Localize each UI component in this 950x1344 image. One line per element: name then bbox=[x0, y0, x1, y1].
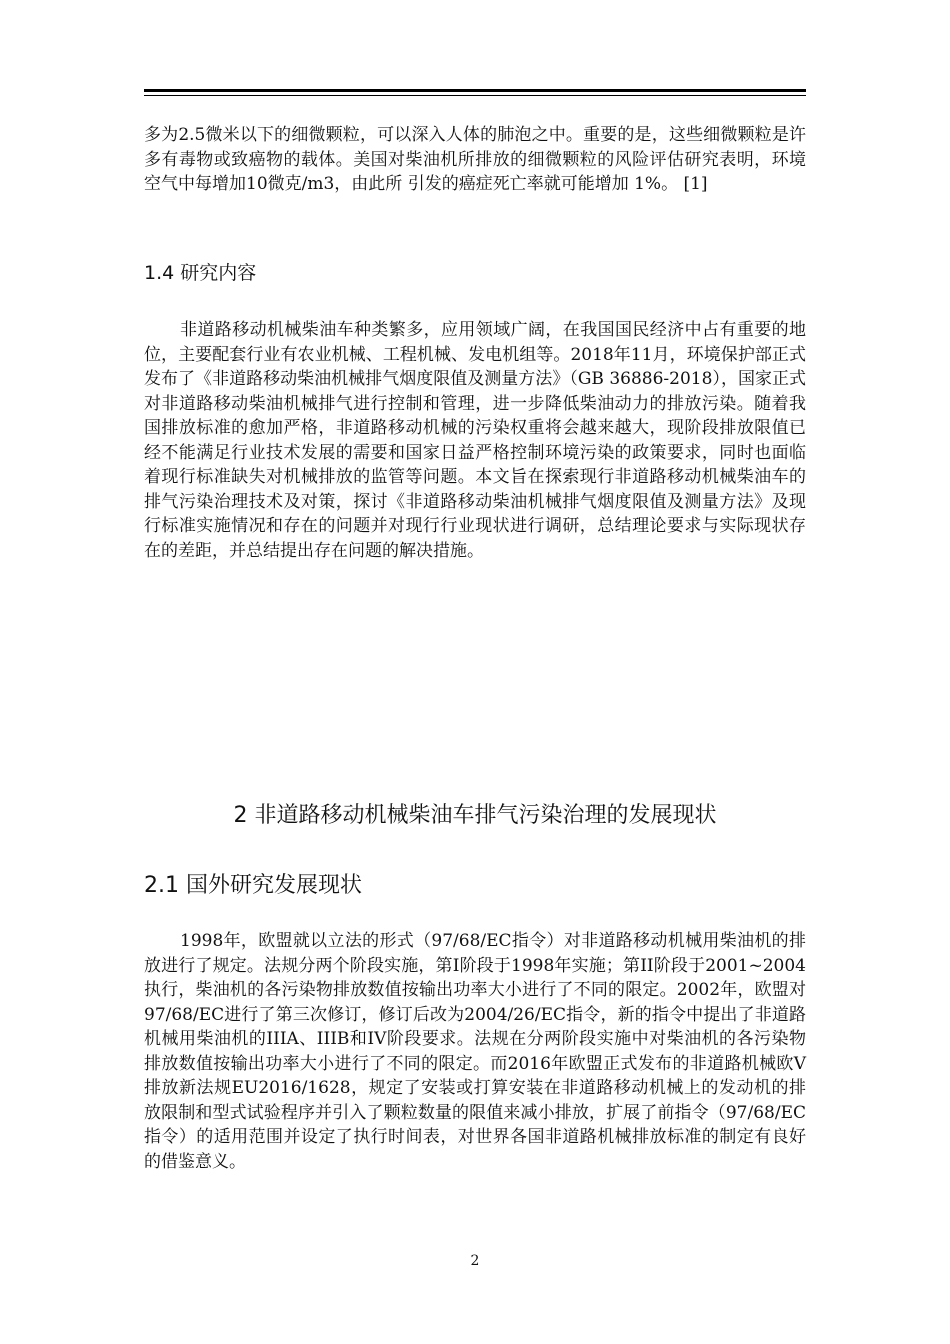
section-1-4-paragraph: 非道路移动机械柴油车种类繁多，应用领域广阔，在我国国民经济中占有重要的地位，主要配套行业有农业机械、工程机械、发电机组等。2018年11月，环境保护部正式发布了《非道路移动柴油机械排气烟度限值及测量方法》（GB 36886-2018），国家正式对非道路移动柴油机械排气进行控制和管理，进一步降低柴油动力的排放污染。随着我国排放标准的愈加严格，非道路移动机械的污染权重将会越来越大，现阶段排放限值已经不能满足行业技术发展的需要和国家日益严格控制环境污染的政策要求，同时也面临着现行标准缺失对机械排放的监管等问题。本文旨在探索现行非道路移动机械柴油车的排气污染治理技术及对策，探讨《非道路移动柴油机械排气烟度限值及测量方法》及现行标准实施情况和存在的问题并对现行行业现状进行调研，总结理论要求与实际现状存在的差距，并总结提出存在问题的解决措施。 bbox=[144, 320, 806, 561]
page-number: 2 bbox=[470, 1253, 480, 1269]
section-1-4-heading: 1.4 研究内容 bbox=[144, 262, 257, 284]
continuation-paragraph: 多为2.5微米以下的细微颗粒，可以深入人体的肺泡之中。重要的是，这些细微颗粒是许多有毒物或致癌物的载体。美国对柴油机所排放的细微颗粒的风险评估研究表明，环境空气中每增加10微克/m3，由此所 引发的癌症死亡率就可能增加 1%。 [1] bbox=[144, 125, 806, 194]
chapter-2-heading: 2 非道路移动机械柴油车排气污染治理的发展现状 bbox=[233, 803, 717, 828]
section-2-1-paragraph: 1998年，欧盟就以立法的形式（97/68/EC指令）对非道路移动机械用柴油机的排放进行了规定。法规分两个阶段实施，第Ⅰ阶段于1998年实施；第II阶段于2001~2004执行，柴油机的各污染物排放数值按输出功率大小进行了不同的限定。2002年，欧盟对97/68/EC进行了第三次修订，修订后改为2004/26/EC指令，新的指令中提出了非道路机械用柴油机的IIIA、IIIB和IV阶段要求。法规在分两阶段实施中对柴油机的各污染物排放数值按输出功率大小进行了不同的限定。而2016年欧盟正式发布的非道路机械欧Ⅴ排放新法规EU2016/1628，规定了安装或打算安装在非道路移动机械上的发动机的排放限制和型式试验程序并引入了颗粒数量的限值来减小排放，扩展了前指令（97/68/EC指令）的适用范围并设定了执行时间表，对世界各国非道路机械排放标准的制定有良好的借鉴意义。 bbox=[144, 931, 806, 1172]
section-2-1-heading: 2.1 国外研究发展现状 bbox=[144, 873, 362, 898]
header-rule-thin bbox=[144, 95, 806, 96]
header-rule-thick bbox=[144, 89, 806, 92]
